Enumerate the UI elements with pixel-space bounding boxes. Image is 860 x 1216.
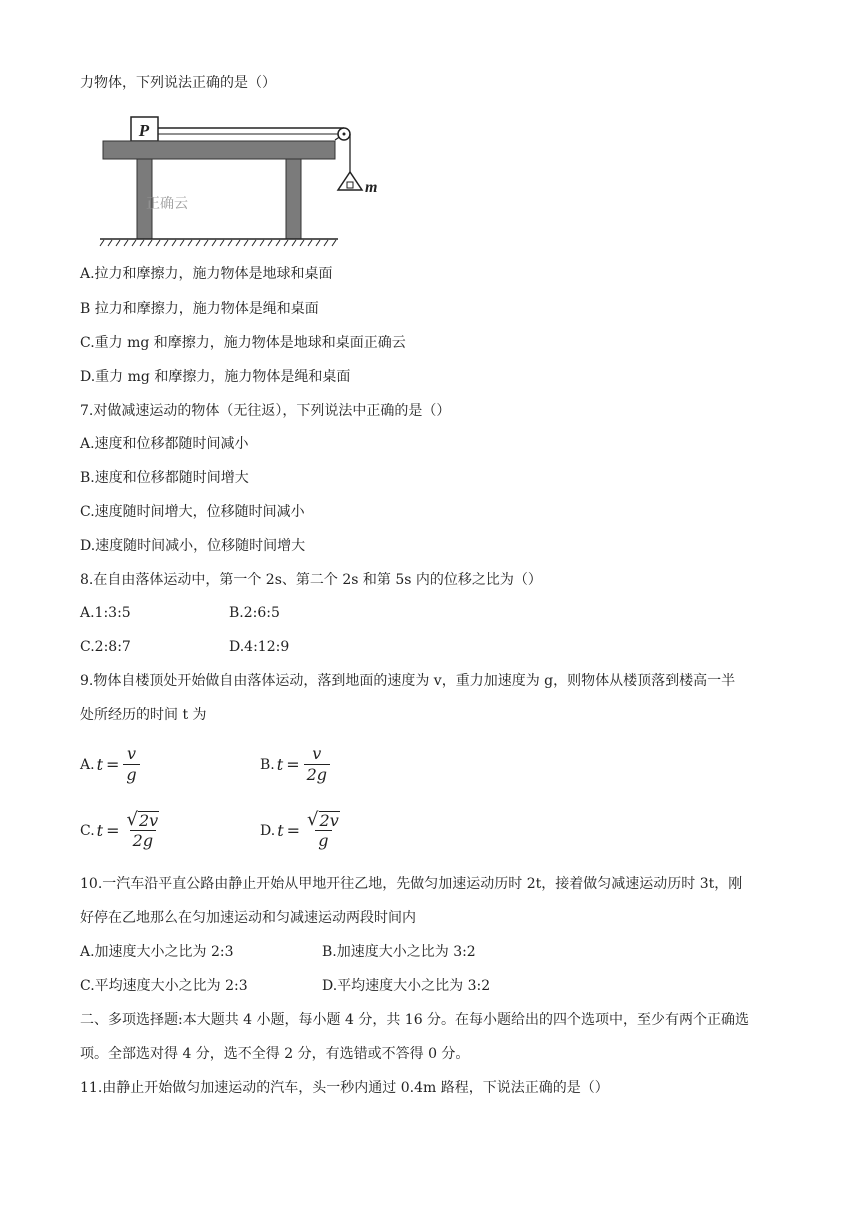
q6-option-d: D.重力 mg 和摩擦力，施力物体是绳和桌面 bbox=[80, 369, 351, 385]
mass-label: m bbox=[365, 179, 378, 196]
q9-option-a: A. t = $\frac{v}{g}$ bbox=[80, 744, 140, 785]
table-pulley-figure bbox=[100, 112, 378, 250]
q8-option-a: A.1:3:5 bbox=[80, 605, 131, 621]
q8-option-d: D.4:12:9 bbox=[229, 639, 290, 655]
ground-hatching bbox=[100, 240, 336, 246]
q10-option-c: C.平均速度大小之比为 2:3 bbox=[80, 978, 248, 994]
q6-option-a: A.拉力和摩擦力，施力物体是地球和桌面 bbox=[80, 266, 333, 282]
q9-option-d: D. t = √ 2v g bbox=[260, 809, 339, 850]
question-10-stem-line1: 10.一汽车沿平直公路由静止开始从甲地开往乙地，先做匀加速运动历时 2t，接着做匀减速运动历时 3t，刚 bbox=[80, 876, 743, 892]
q10-option-d: D.平均速度大小之比为 3:2 bbox=[322, 978, 491, 994]
table-top bbox=[103, 141, 335, 159]
q7-option-a: A.速度和位移都随时间减小 bbox=[80, 436, 249, 452]
question-8-stem: 8.在自由落体运动中，第一个 2s、第二个 2s 和第 5s 内的位移之比为（） bbox=[80, 572, 542, 588]
q9-option-c: C. t = √ 2v 2g bbox=[80, 809, 159, 850]
section-2-heading-line2: 项。全部选对得 4 分，选不全得 2 分，有选错或不答得 0 分。 bbox=[80, 1046, 470, 1062]
q7-option-c: C.速度随时间增大，位移随时间减小 bbox=[80, 504, 305, 520]
hanging-mass bbox=[338, 172, 362, 190]
question-6-stem-tail: 力物体，下列说法正确的是（） bbox=[80, 75, 276, 91]
table-leg-right bbox=[286, 159, 301, 239]
q6-option-c: C.重力 mg 和摩擦力，施力物体是地球和桌面正确云 bbox=[80, 335, 406, 351]
question-7-stem: 7.对做减速运动的物体（无往返），下列说法中正确的是（） bbox=[80, 403, 451, 419]
q10-option-a: A.加速度大小之比为 2:3 bbox=[80, 944, 234, 960]
q7-option-b: B.速度和位移都随时间增大 bbox=[80, 470, 249, 486]
q8-option-b: B.2:6:5 bbox=[229, 605, 280, 621]
question-11-stem: 11.由静止开始做匀加速运动的汽车，头一秒内通过 0.4m 路程，下说法正确的是（） bbox=[80, 1080, 609, 1096]
q10-option-b: B.加速度大小之比为 3:2 bbox=[322, 944, 476, 960]
section-2-heading-line1: 二、多项选择题:本大题共 4 小题，每小题 4 分，共 16 分。在每小题给出的四个选项中，至少有两个正确选 bbox=[80, 1012, 750, 1028]
watermark: 正确云 bbox=[146, 196, 188, 212]
question-9-stem-line1: 9.物体自楼顶处开始做自由落体运动，落到地面的速度为 v，重力加速度为 g，则物体从楼顶落到楼高一半 bbox=[80, 673, 736, 689]
q8-option-c: C.2:8:7 bbox=[80, 639, 131, 655]
q9-option-b: B. t = $\frac{v}{2g}$ bbox=[260, 744, 330, 785]
q7-option-d: D.速度随时间减小，位移随时间增大 bbox=[80, 538, 306, 554]
question-10-stem-line2: 好停在乙地那么在匀加速运动和匀减速运动两段时间内 bbox=[80, 910, 416, 926]
q6-option-b: B 拉力和摩擦力，施力物体是绳和桌面 bbox=[80, 301, 319, 317]
block-label: P bbox=[138, 121, 150, 140]
question-9-stem-line2: 处所经历的时间 t 为 bbox=[80, 707, 207, 723]
